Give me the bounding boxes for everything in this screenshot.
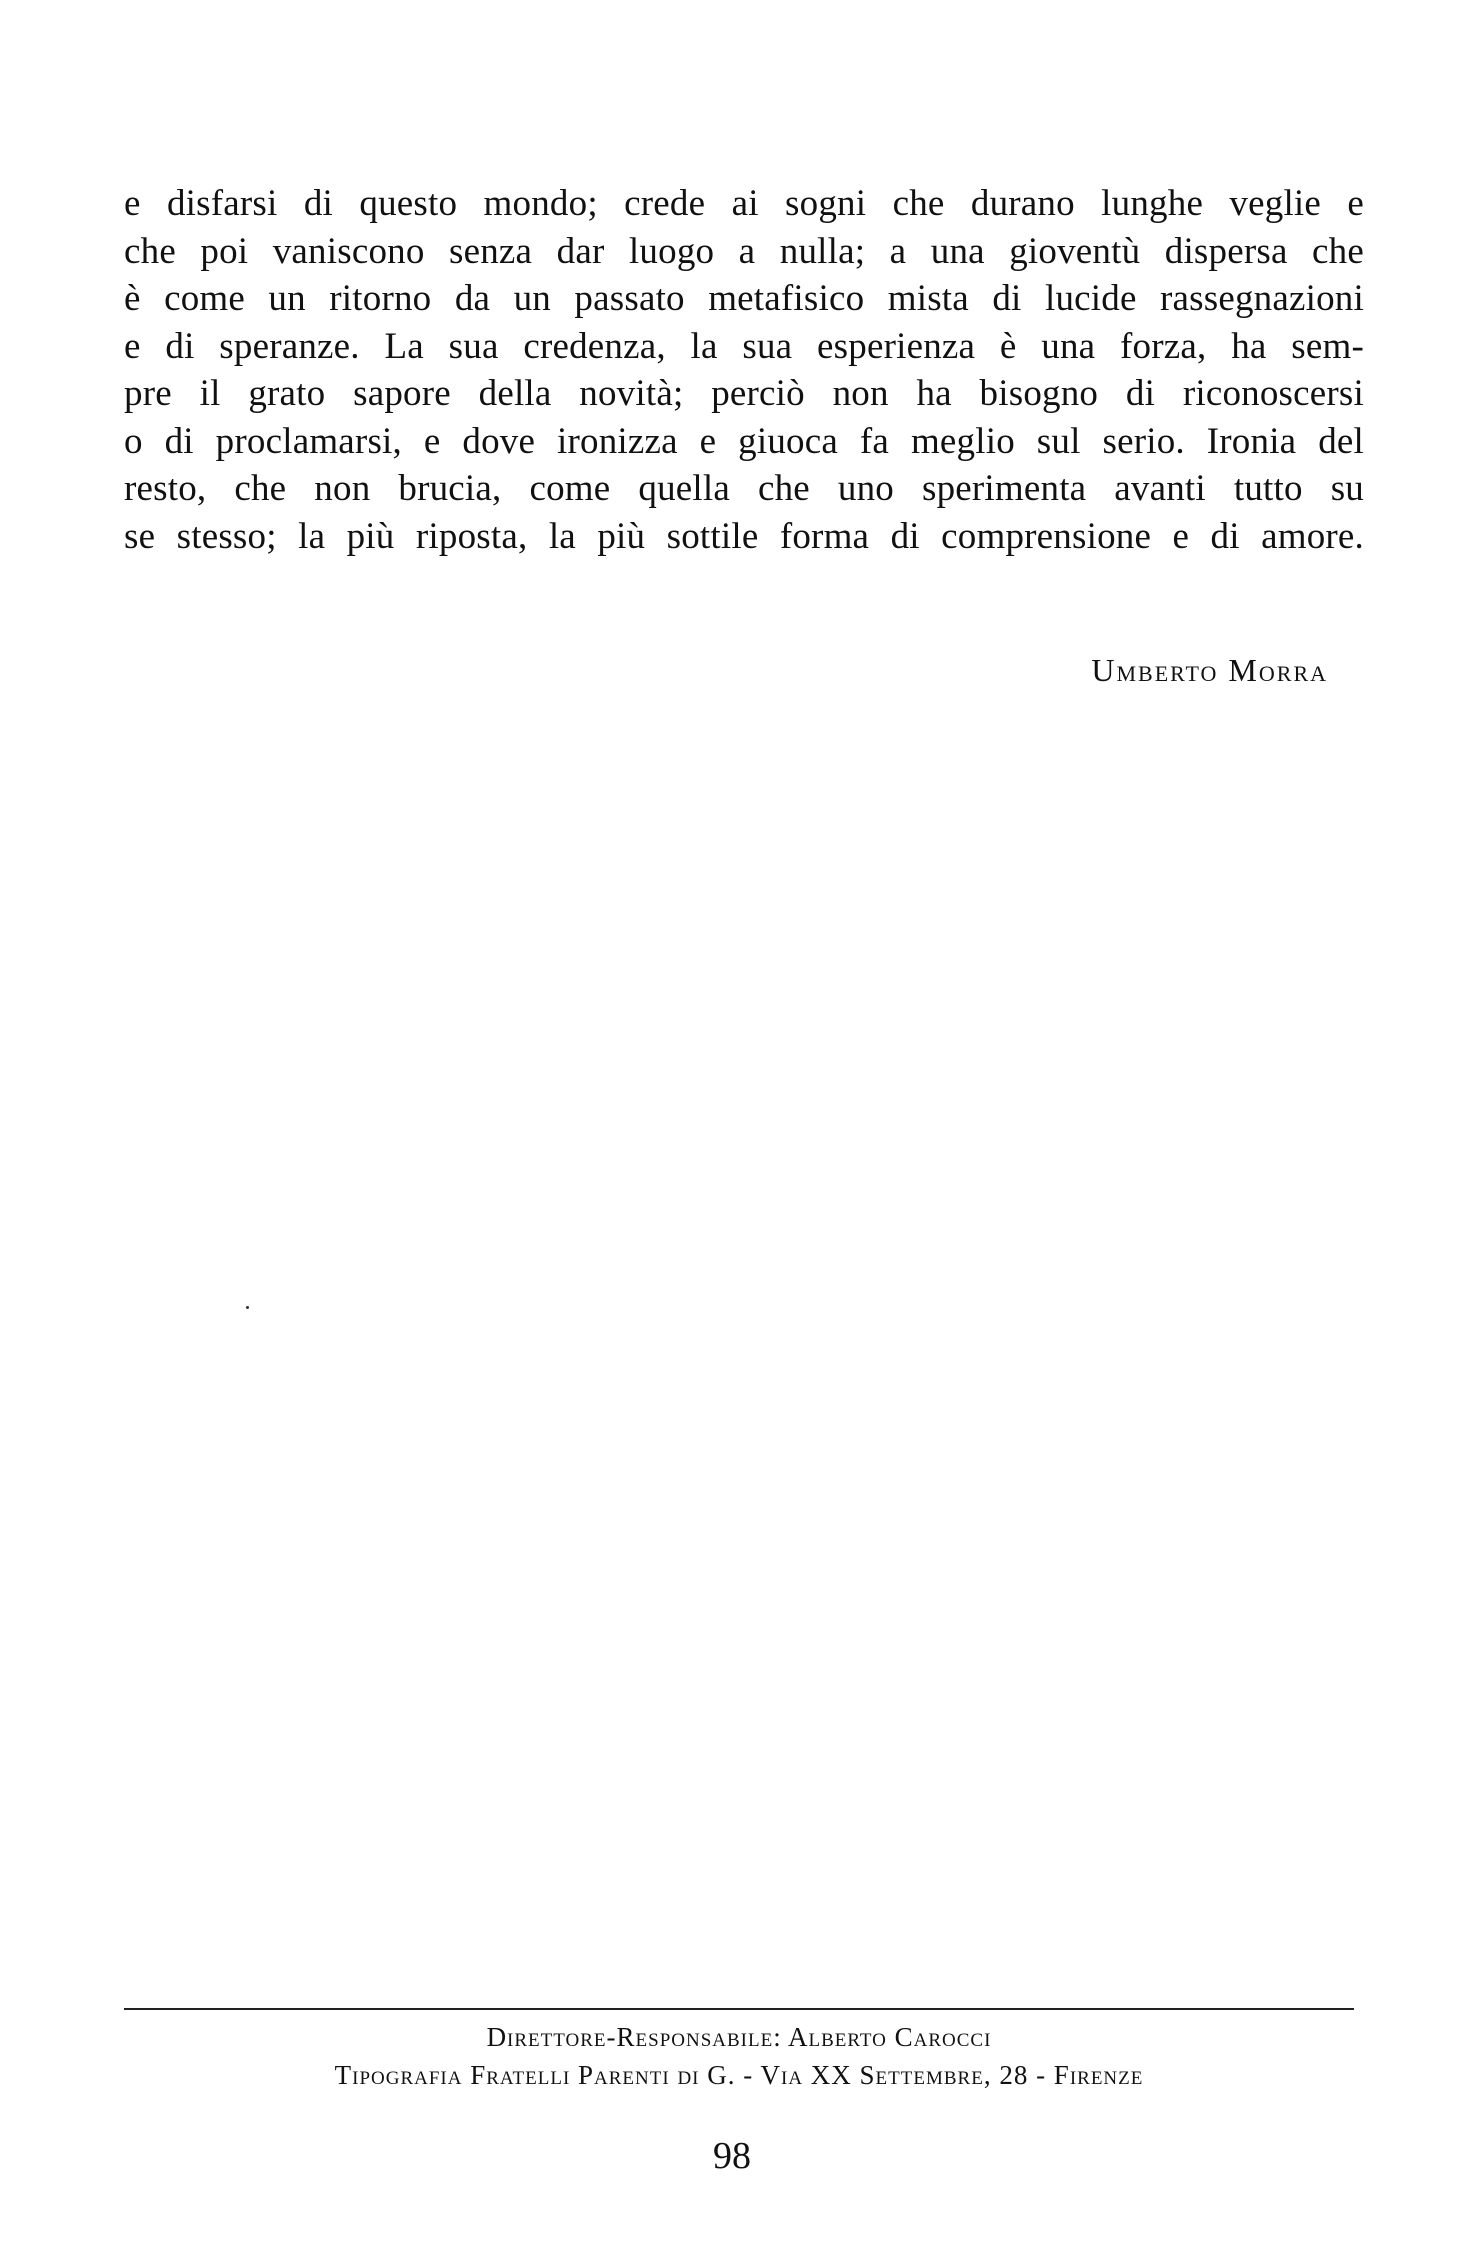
body-line: è come un ritorno da un passato metafisico mista di lucide rassegnazioni [124,278,1364,319]
author-signature: Umberto Morra [1091,652,1328,688]
body-line: e di speranze. La sua credenza, la sua esperienza è una forza, ha sem- [124,325,1364,367]
footer-printer: Tipografia Fratelli Parenti di G. - Via XX Settembre, 28 - Firenze [334,2060,1144,2090]
footer-director: Direttore-Responsabile: Alberto Carocci [486,2022,992,2052]
body-line: e disfarsi di questo mondo; crede ai sogni che durano lunghe veglie e [124,183,1364,224]
body-paragraph [124,180,1364,560]
body-line: o di proclamarsi, e dove ironizza e giuoca fa meglio sul serio. Ironia del [124,420,1364,462]
footer-divider [124,2008,1354,2010]
body-line: se stesso; la più riposta, la più sottile forma di comprensione e di amore. [124,515,1364,557]
print-speck [246,1306,249,1309]
body-line: che poi vaniscono senza dar luogo a nulla; a una gioventù dispersa che [124,230,1364,272]
page-number: 98 [713,2135,751,2177]
body-line: pre il grato sapore della novità; perciò non ha bisogno di riconoscersi [124,373,1364,414]
body-line: resto, che non brucia, come quella che uno sperimenta avanti tutto su [124,468,1364,509]
